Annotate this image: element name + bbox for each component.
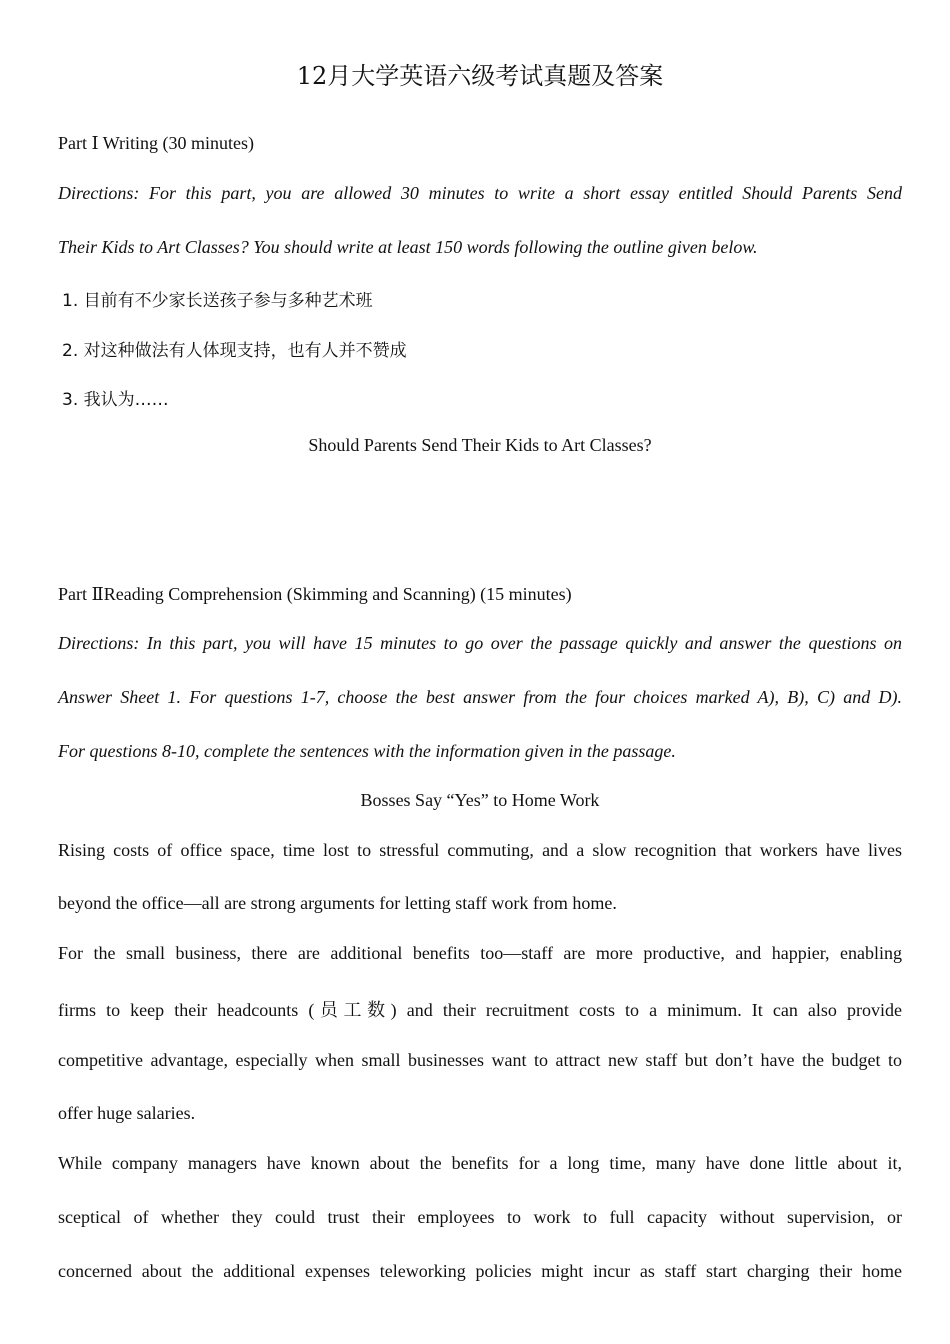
essay-title: Should Parents Send Their Kids to Art Classes? (308, 435, 652, 455)
paragraph-2-line-1: For the small business, there are additional benefits too—staff are more productive, and happier, enabling (58, 943, 902, 963)
part2-directions-line2: Answer Sheet 1. For questions 1-7, choose the best answer from the four choices marked A), B), C) and D). (58, 687, 902, 707)
passage-title: Bosses Say “Yes” to Home Work (360, 790, 600, 810)
outline-item-2: 2. 对这种做法有人体现支持，也有人并不赞成 (62, 341, 407, 361)
part2-directions-line1: Directions: In this part, you will have 15 minutes to go over the passage quickly and answer the questions on (58, 633, 902, 653)
part1-directions-line1: Directions: For this part, you are allowed 30 minutes to write a short essay entitled Should Parents Send (58, 183, 902, 203)
paragraph-2-line-3: competitive advantage, especially when small businesses want to attract new staff but don’t have the budget to (58, 1050, 902, 1070)
outline-item-1: 1. 目前有不少家长送孩子参与多种艺术班 (62, 291, 373, 311)
paragraph-1-line-1: Rising costs of office space, time lost to stressful commuting, and a slow recognition that workers have lives (58, 840, 902, 860)
part1-directions-line2: Their Kids to Art Classes? You should write at least 150 words following the outline given below. (58, 237, 758, 257)
paragraph-3-line-1: While company managers have known about the benefits for a long time, many have done little about it, (58, 1153, 902, 1173)
paragraph-1-line-2: beyond the office—all are strong arguments for letting staff work from home. (58, 893, 617, 913)
part2-directions-line3: For questions 8-10, complete the sentences with the information given in the passage. (58, 741, 676, 761)
paragraph-2-line-4: offer huge salaries. (58, 1103, 196, 1123)
paragraph-3-line-2: sceptical of whether they could trust their employees to work to full capacity without supervision, or (58, 1207, 902, 1227)
document-title: 12月大学英语六级考试真题及答案 (296, 62, 664, 90)
part2-heading: Part ⅡReading Comprehension (Skimming and Scanning) (15 minutes) (58, 584, 572, 604)
paragraph-2-line-2: firms to keep their headcounts (员工数) and their recruitment costs to a minimum. It can also provide (58, 1000, 902, 1020)
part1-heading: Part Ⅰ Writing (30 minutes) (58, 133, 255, 153)
outline-item-3: 3. 我认为…… (62, 390, 169, 410)
paragraph-3-line-3: concerned about the additional expenses teleworking policies might incur as staff start charging their home (58, 1261, 902, 1281)
